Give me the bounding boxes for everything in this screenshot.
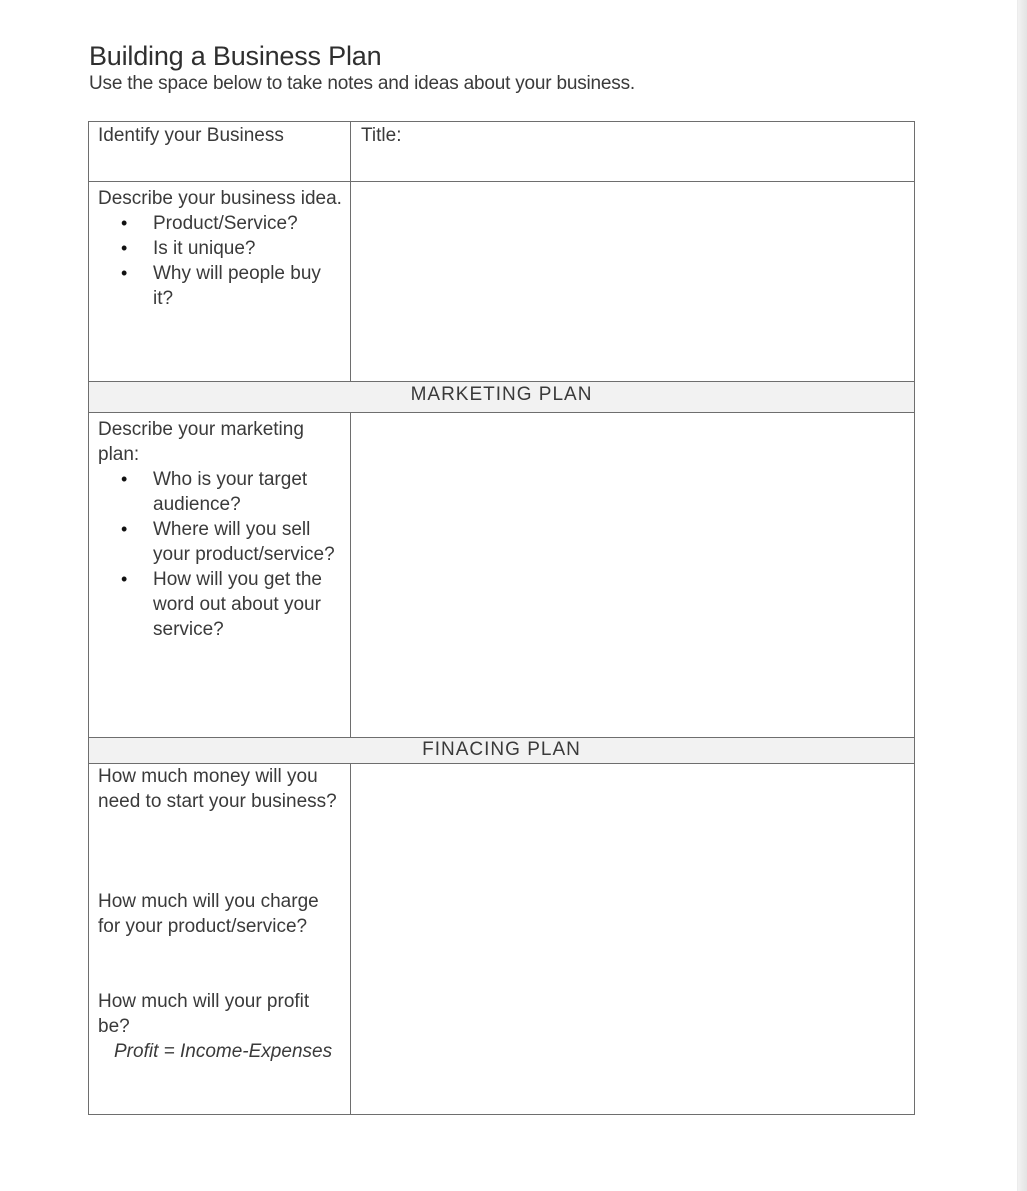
money-needed-question: How much money will you need to start your business? <box>98 766 337 812</box>
price-question: How much will you charge for your product/service? <box>98 891 319 937</box>
document-title: Building a Business Plan <box>89 41 382 71</box>
document-subtitle: Use the space below to take notes and ideas about your business. <box>89 73 635 94</box>
marketing-label: Describe your marketing plan: <box>98 419 304 465</box>
financing-section-title: FINACING PLAN <box>89 738 915 764</box>
idea-label: Describe your business idea. <box>98 188 342 209</box>
financing-row <box>89 764 915 1115</box>
profit-formula: Profit = Income-Expenses <box>114 1041 333 1062</box>
profit-question: How much will your profit be? <box>98 991 310 1037</box>
business-plan-table <box>88 121 915 1115</box>
list-item: • Who is your target audience? <box>98 467 344 517</box>
financing-label-cell <box>89 764 351 1115</box>
marketing-label-cell <box>89 413 351 738</box>
marketing-section-row <box>89 382 915 413</box>
marketing-bullet-list <box>98 467 344 642</box>
page-edge-scrollbar[interactable] <box>1017 0 1027 1191</box>
marketing-answer-cell[interactable] <box>351 413 915 738</box>
list-item: • Why will people buy it? <box>98 261 344 311</box>
idea-bullet-list <box>98 211 344 311</box>
marketing-section-title: MARKETING PLAN <box>89 382 915 413</box>
marketing-row <box>89 413 915 738</box>
identify-answer-cell[interactable] <box>351 122 915 182</box>
financing-answer-cell[interactable] <box>351 764 915 1115</box>
list-item: • How will you get the word out about your service? <box>98 567 344 642</box>
financing-section-row <box>89 738 915 764</box>
list-item: • Is it unique? <box>98 236 344 261</box>
idea-label-cell <box>89 182 351 382</box>
title-label: Title: <box>361 125 402 146</box>
identify-label: Identify your Business <box>89 122 351 182</box>
identify-row <box>89 122 915 182</box>
list-item: • Where will you sell your product/service? <box>98 517 344 567</box>
idea-row <box>89 182 915 382</box>
list-item: • Product/Service? <box>98 211 344 236</box>
idea-answer-cell[interactable] <box>351 182 915 382</box>
